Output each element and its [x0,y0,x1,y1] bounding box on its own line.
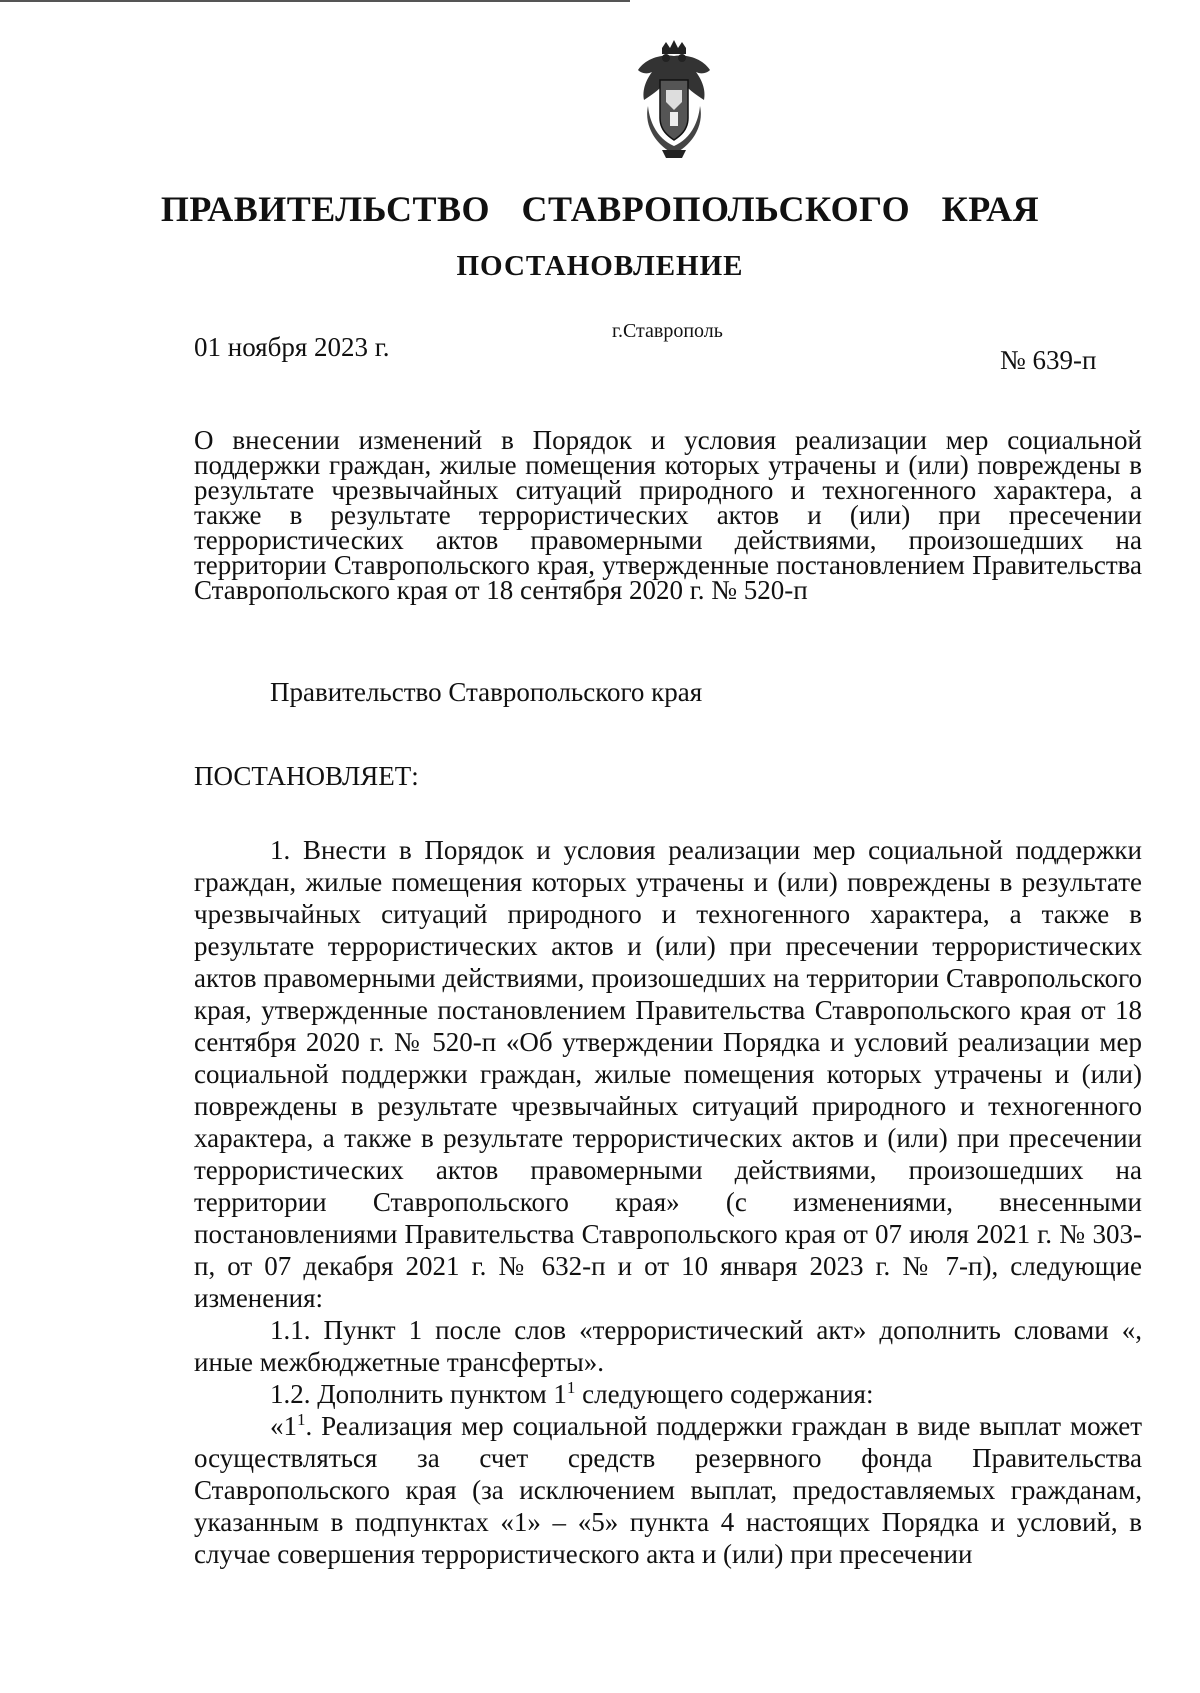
organization-title: ПРАВИТЕЛЬСТВО СТАВРОПОЛЬСКОГО КРАЯ [160,189,1040,229]
top-border-line [0,0,630,2]
document-type: ПОСТАНОВЛЕНИЕ [456,250,744,282]
paragraph-quoted-superscript: 1 [297,1410,306,1429]
document-subject: О внесении изменений в Порядок и условия реализации мер социальной поддержки граждан, жилые помещения которых утрачены и (или) повреждены в результате чрезвычайных ситуаций природного и техногенного характера, а также в результате террористических актов и (или) при пресечении террористических актов правомерными действиями, произошедших на территории Ставропольского края, утвержденные постановлением Правительства Ставропольского края от 18 сентября 2020 г. № 520-п [194,425,1142,605]
paragraph-quoted [194,1410,1142,1570]
paragraph-1-1: 1.1. Пункт 1 после слов «террористический акт» дополнить словами «, иные межбюджетные трансферты». [194,1315,1142,1377]
document-date: 01 ноября 2023 г. [194,332,390,362]
document-city: г.Ставрополь [612,320,723,342]
paragraph-1-2-tail: следующего содержания: [575,1379,874,1409]
coat-of-arms-emblem [632,40,716,160]
paragraph-1-2 [194,1378,1142,1410]
paragraph-1: 1. Внести в Порядок и условия реализации мер социальной поддержки граждан, жилые помещения которых утрачены и (или) повреждены в результате чрезвычайных ситуаций природного и техногенного характера, а также в результате террористических актов и (или) при пресечении террористических актов правомерными действиями, произошедших на территории Ставропольского края, утвержденные постановлением Правительства Ставропольского края от 18 сентября 2020 г. № 520-п «Об утверждении Порядка и условий реализации мер социальной поддержки граждан, жилые помещения которых утрачены и (или) повреждены в результате чрезвычайных ситуаций природного и техногенного характера, а также в результате террористических актов и (или) при пресечении террористических актов правомерными действиями, произошедших на территории Ставропольского края» (с изменениями, внесенными постановлениями Правительства Ставропольского края от 07 июля 2021 г. № 303-п, от 07 декабря 2021 г. № 632-п и от 10 января 2023 г. № 7-п), следующие изменения: [194,835,1142,1313]
paragraph-1-2-superscript: 1 [566,1378,576,1397]
resolves-heading: ПОСТАНОВЛЯЕТ: [194,761,419,791]
paragraph-1-2-text: 1.2. Дополнить пунктом 1 [270,1379,567,1409]
paragraph-quoted-text: . Реализация мер социальной поддержки граждан в виде выплат может осуществляться за счет средств резервного фонда Правительства Ставропольского края (за исключением выплат, предоставляемых гражданам, указанным в подпунктах «1» – «5» пункта 4 настоящих Порядка и условий, в случае совершения террористического акта и (или) при пресечении [194,1411,1142,1569]
government-line: Правительство Ставропольского края [270,677,703,707]
document-number: № 639-п [1000,345,1097,375]
document-body [194,676,1142,1570]
paragraph-quoted-open: «1 [270,1411,297,1441]
